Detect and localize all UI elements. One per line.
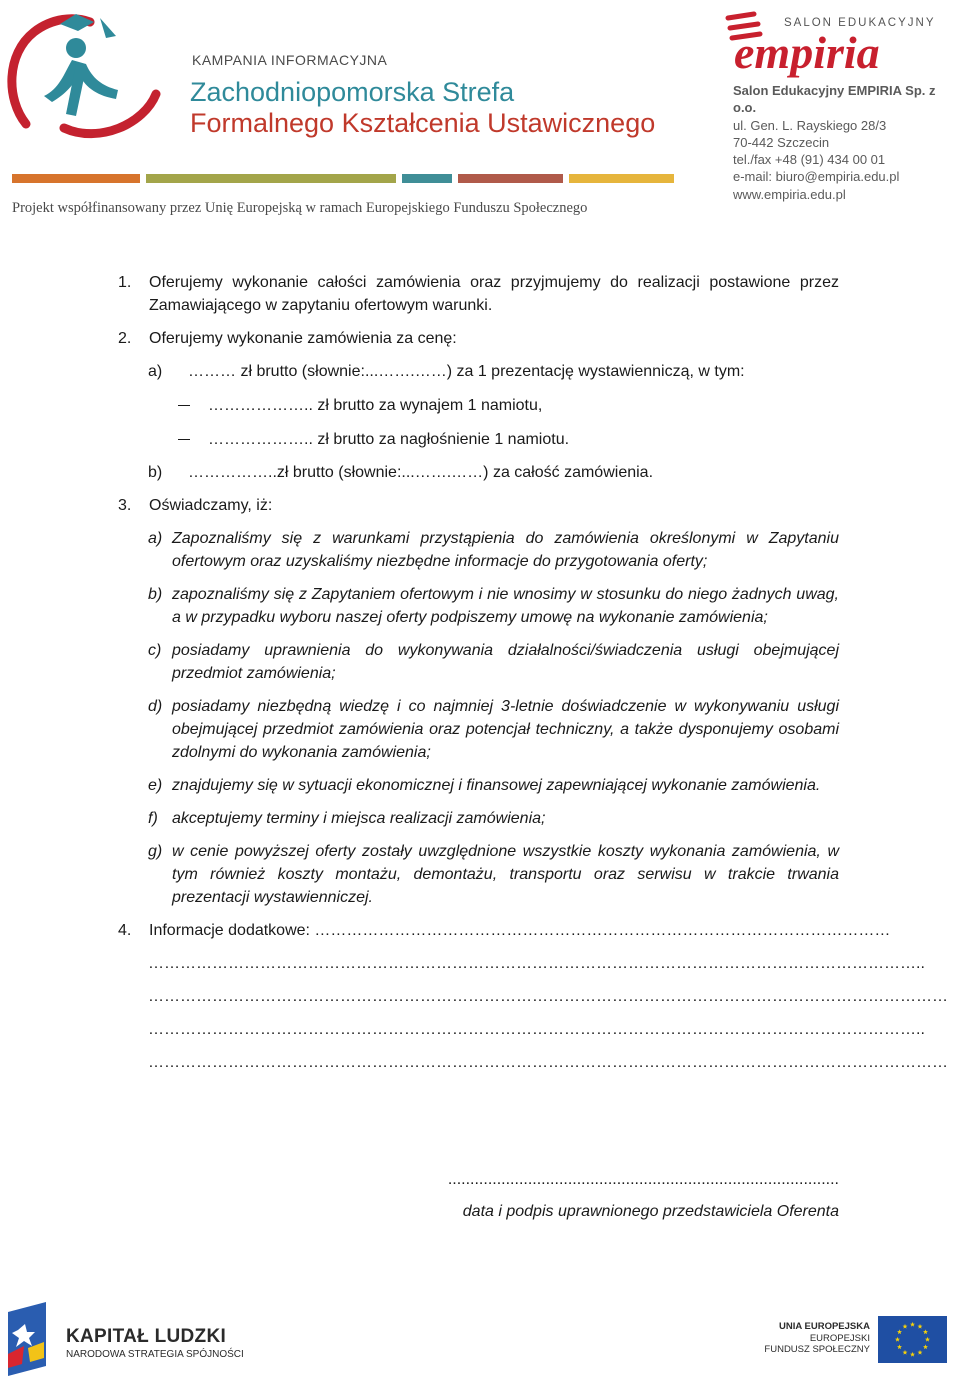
section-number: 1. xyxy=(118,274,132,291)
declaration-text: posiadamy niezbędną wiedzę i co najmniej 3-letnie doświadczenie w wykonywaniu usługi obejmującej przedmiot zamówienia oraz potencjał techniczny, a także dysponujemy osobami zdolnymi do wykonania zamówienia; xyxy=(172,698,839,761)
declaration-label: f) xyxy=(148,810,158,827)
company-city: 70-442 Szczecin xyxy=(733,134,830,150)
empiria-logo xyxy=(724,4,934,78)
zone-title-line2: Formalnego Kształcenia Ustawicznego xyxy=(190,108,656,138)
color-bar xyxy=(12,174,140,183)
option-text: ……………..zł brutto (słownie:...…….……) za całość zamówienia. xyxy=(188,464,654,481)
declaration-c xyxy=(148,639,839,685)
breakdown-text: ……………….. zł brutto za nagłośnienie 1 namiotu. xyxy=(208,431,570,448)
empiria-logo-word: empiria xyxy=(734,27,880,78)
section-number: 4. xyxy=(118,922,132,939)
dash-bullet xyxy=(178,405,190,406)
company-email: e-mail: biuro@empiria.edu.pl xyxy=(733,169,900,185)
declaration-text: w cenie powyższej oferty zostały uwzględnione wszystkie koszty wykonania zamówienia, w tym również koszty montażu, demontażu, transportu oraz serwisu w trakcie trwania prezentacji wystawienniczej. xyxy=(172,843,839,906)
additional-info-field[interactable]: Informacje dodatkowe: ……………………………………………………………………………………………… xyxy=(149,922,891,939)
zone-title-line1: Zachodniopomorska Strefa xyxy=(190,77,515,107)
company-address-block xyxy=(733,82,960,203)
dash-bullet xyxy=(178,439,190,440)
eu-name: UNIA EUROPEJSKA xyxy=(779,1321,870,1332)
price-breakdown-sound xyxy=(178,428,839,451)
declaration-label: a) xyxy=(148,530,163,547)
declaration-e xyxy=(148,774,839,797)
color-bar xyxy=(569,174,674,183)
price-option-b xyxy=(148,461,839,484)
kapital-ludzki-subtitle: NARODOWA STRATEGIA SPÓJNOŚCI xyxy=(66,1349,244,1360)
campaign-label: KAMPANIA INFORMACYJNA xyxy=(192,52,388,68)
option-label: b) xyxy=(148,464,163,481)
color-bar-strip xyxy=(12,174,674,183)
declaration-f xyxy=(148,807,839,830)
section-number: 2. xyxy=(118,330,132,347)
declaration-label: d) xyxy=(148,698,163,715)
eu-fund-line: EUROPEJSKI xyxy=(809,1332,870,1344)
eu-cofinancing-note: Projekt współfinansowany przez Unię Europejską w ramach Europejskiego Funduszu Społecznego xyxy=(12,200,588,216)
additional-info-line[interactable]: …………………………………………………………………………………………………………………………………… xyxy=(148,1054,948,1071)
company-name: Salon Edukacyjny EMPIRIA Sp. z o.o. xyxy=(733,83,936,116)
price-breakdown-tent xyxy=(178,394,839,417)
declaration-text: znajdujemy się w sytuacji ekonomicznej i finansowej zapewniającej wykonanie zamówienia. xyxy=(172,777,821,794)
declaration-g xyxy=(148,840,839,909)
section-2 xyxy=(118,327,839,350)
company-phone: tel./fax +48 (91) 434 00 01 xyxy=(733,152,886,168)
section-1 xyxy=(118,271,839,317)
offer-form-body xyxy=(118,271,948,1074)
declaration-text: akceptujemy terminy i miejsca realizacji zamówienia; xyxy=(172,810,546,827)
declaration-text: Zapoznaliśmy się z warunkami przystąpienia do zamówienia określonymi w Zapytaniu ofertowym oraz uzyskaliśmy niezbędne informacje do przygotowania oferty; xyxy=(172,530,839,570)
kapital-ludzki-title: KAPITAŁ LUDZKI xyxy=(66,1326,227,1347)
color-bar xyxy=(402,174,452,183)
section-text: Oświadczamy, iż: xyxy=(149,497,273,514)
zsfku-logo xyxy=(4,4,174,149)
kapital-ludzki-logo xyxy=(4,1302,54,1377)
section-text: Oferujemy wykonanie całości zamówienia oraz przyjmujemy do realizacji postawione przez Zamawiającego w zapytaniu ofertowym warunki. xyxy=(149,274,839,314)
eu-fund-label xyxy=(740,1321,870,1356)
additional-info-line[interactable]: …………………………………………………………………………………………………………………………………… xyxy=(148,988,948,1005)
declaration-text: posiadamy uprawnienia do wykonywania działalności/świadczenia usługi obejmującej przedmiot zamówienia; xyxy=(172,642,839,682)
eu-flag-icon xyxy=(878,1316,947,1363)
option-label: a) xyxy=(148,363,163,380)
declaration-label: b) xyxy=(148,586,163,603)
declaration-d xyxy=(148,695,839,764)
additional-info-line[interactable]: ……………………………………………………………………………………………………………………………….. xyxy=(148,1021,925,1038)
declaration-text: zapoznaliśmy się z Zapytaniem ofertowym i nie wnosimy w stosunku do niego żadnych uwag, a w przypadku wyboru naszej oferty podpiszemy umowę na wykonanie zamówienia; xyxy=(172,586,839,626)
signature-label: data i podpis uprawnionego przedstawiciela Oferenta xyxy=(462,1203,839,1220)
breakdown-text: ……………….. zł brutto za wynajem 1 namiotu, xyxy=(208,397,543,414)
price-option-a xyxy=(148,360,839,383)
section-4 xyxy=(118,919,891,942)
declaration-label: e) xyxy=(148,777,163,794)
eu-fund-line: FUNDUSZ SPOŁECZNY xyxy=(764,1344,870,1355)
declaration-label: g) xyxy=(148,843,163,860)
section-number: 3. xyxy=(118,497,132,514)
declaration-label: c) xyxy=(148,642,162,659)
signature-field[interactable]: ........................................................................................ xyxy=(447,1171,839,1188)
color-bar xyxy=(458,174,563,183)
empiria-logo-tagline: SALON EDUKACYJNY xyxy=(784,17,936,29)
declaration-b xyxy=(148,583,839,629)
color-bar xyxy=(146,174,396,183)
additional-info-line[interactable]: ……………………………………………………………………………………………………………………………….. xyxy=(148,955,925,972)
company-website: www.empiria.edu.pl xyxy=(733,186,846,202)
option-text: ……… zł brutto (słownie:...…….……) za 1 prezentację wystawienniczą, w tym: xyxy=(188,363,745,380)
company-street: ul. Gen. L. Rayskiego 28/3 xyxy=(733,117,887,133)
section-text: Oferujemy wykonanie zamówienia za cenę: xyxy=(149,330,457,347)
section-3 xyxy=(118,494,839,517)
declaration-a xyxy=(148,527,839,573)
